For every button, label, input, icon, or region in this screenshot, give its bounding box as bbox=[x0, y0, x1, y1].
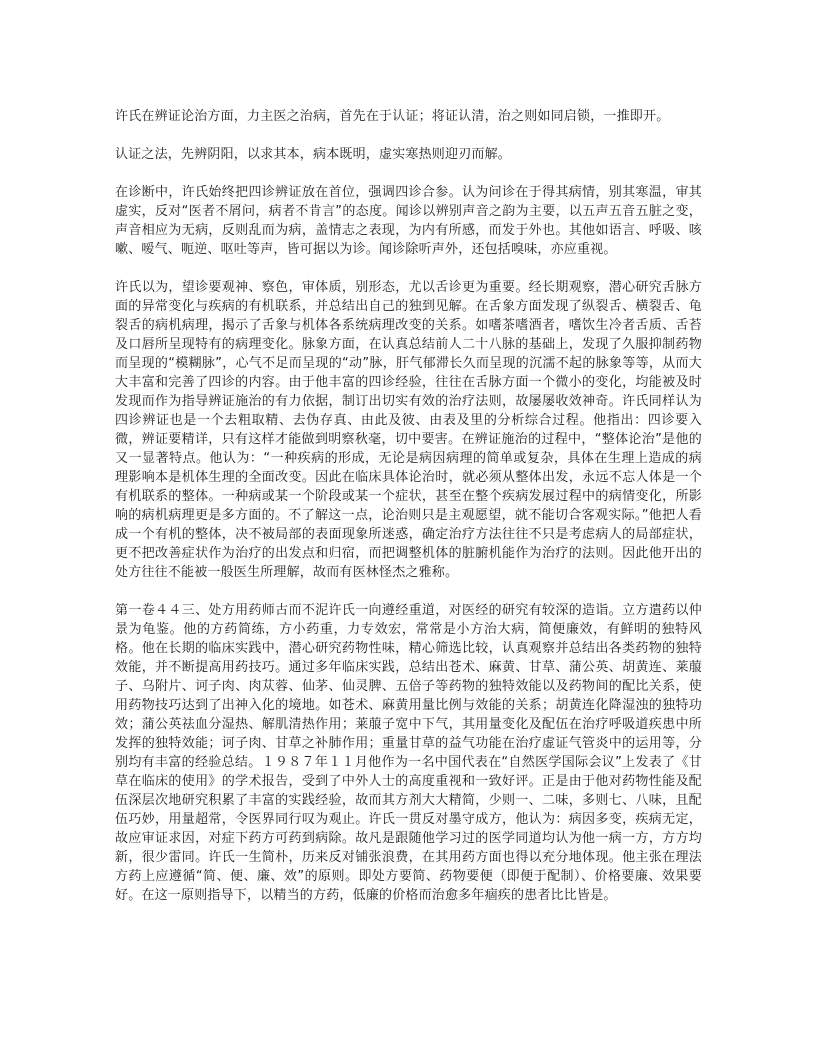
paragraph-3: 在诊断中，许氏始终把四诊辨证放在首位，强调四诊合参。认为问诊在于得其病情，别其寒温，审其虚实，反对“医者不屑问，病者不肯言”的态度。闻诊以辨别声音之韵为主要，以五声五音五脏之变，声音相应为无病，反则乱而为病，盖情志之表现，为内有所感，而发于外也。其他如语言、呼吸、咳嗽、嗳气、呃逆、呕吐等声，皆可据以为诊。闻诊除听声外，还包括嗅味，亦应重视。 bbox=[115, 185, 702, 257]
paragraph-2: 认证之法，先辨阴阳，以求其本，病本既明，虚实寒热则迎刃而解。 bbox=[115, 147, 512, 162]
paragraph-1: 许氏在辨证论治方面，力主医之治病，首先在于认证；将证认清，治之则如同启锁，一推即开。 bbox=[115, 109, 670, 124]
paragraph-5: 第一卷４４三、处方用药师古而不泥许氏一向遵经重道，对医经的研究有较深的造诣。立方遣药以仲景为龟鉴。他的方药简练，方小药重，力专效宏，常常是小方治大病，简便廉效，有鲜明的独特风格。他在长期的临床实践中，潜心研究药物性味，精心筛选比较，认真观察并总结出各类药物的独特效能，并不断提高用药技巧。通过多年临床实践，总结出苍术、麻黄、甘草、蒲公英、胡黄连、莱菔子、乌附片、诃子肉、肉苁蓉、仙茅、仙灵脾、五倍子等药物的独特效能以及药物间的配比关系，使用药物技巧达到了出神入化的境地。如苍术、麻黄用量比例与效能的关系；胡黄连化降湿浊的独特功效；蒲公英祛血分湿热、解肌清热作用；莱菔子宽中下气，其用量变化及配伍在治疗呼吸道疾患中所发挥的独特效能；诃子肉、甘草之补肺作用；重量甘草的益气功能在治疗虚证气管炎中的运用等，分别均有丰富的经验总结。１９８７年１１月他作为一名中国代表在“自然医学国际会议”上发表了《甘草在临床的使用》的学术报告，受到了中外人士的高度重视和一致好评。正是由于他对药物性能及配伍深层次地研究积累了丰富的实践经验，故而其方剂大大精简，少则一、二味，多则七、八味，且配伍巧妙，用量超常，令医界同行叹为观止。许氏一贯反对墨守成方，他认为：病因多变，疾病无定，故应审证求因，对症下药方可药到病除。故凡是跟随他学习过的医学同道均认为他一病一方，方方均新，很少雷同。许氏一生简朴，历来反对铺张浪费，在其用药方面也得以充分地体现。他主张在理法方药上应遵循“简、便、廉、效”的原则。即处方要简、药物要便（即便于配制）、价格要廉、效果要好。在这一原则指导下，以精当的方药，低廉的价格而治愈多年痼疾的患者比比皆是。 bbox=[115, 603, 702, 903]
paragraph-4: 许氏以为，望诊要观神、察色，审体质，别形态，尤以舌诊更为重要。经长期观察，潜心研究舌脉方面的异常变化与疾病的有机联系，并总结出自己的独到见解。在舌象方面发现了纵裂舌、横裂舌、龟裂舌的病机病理，揭示了舌象与机体各系统病理改变的关系。如嗜茶嗜酒者，嗜饮生冷者舌质、舌苔及口唇所呈现特有的病理变化。脉象方面，在认真总结前人二十八脉的基础上，发现了久服抑制药物而呈现的“模糊脉”，心气不足而呈现的“动”脉，肝气郁滞长久而呈现的沉濡不起的脉象等等，从而大大丰富和完善了四诊的内容。由于他丰富的四诊经验，往往在舌脉方面一个微小的变化，均能被及时发现而作为指导辨证施治的有力依据，制订出切实有效的治疗法则，故屡屡收效神奇。许氏同样认为四诊辨证也是一个去粗取精、去伪存真、由此及彼、由表及里的分析综合过程。他指出：四诊要入微，辨证要精详，只有这样才能做到明察秋毫，切中要害。在辨证施治的过程中，“整体论治”是他的又一显著特点。他认为：“一种疾病的形成，无论是病因病理的简单或复杂，具体在生理上造成的病理影响本是机体生理的全面改变。因此在临床具体论治时，就必须从整体出发，永远不忘人体是一个有机联系的整体。一种病或某一个阶段或某一个症状，甚至在整个疾病发展过程中的病情变化，所影响的病机病理更是多方面的。不了解这一点，论治则只是主观愿望，就不能切合客观实际。”他把人看成一个有机的整体，决不被局部的表面现象所迷惑，确定治疗方法往往不只是考虑病人的局部症状，更不把改善症状作为治疗的出发点和归宿，而把调整机体的脏腑机能作为治疗的法则。因此他开出的处方往往不能被一般医生所理解，故而有医林怪杰之雅称。 bbox=[115, 280, 702, 580]
